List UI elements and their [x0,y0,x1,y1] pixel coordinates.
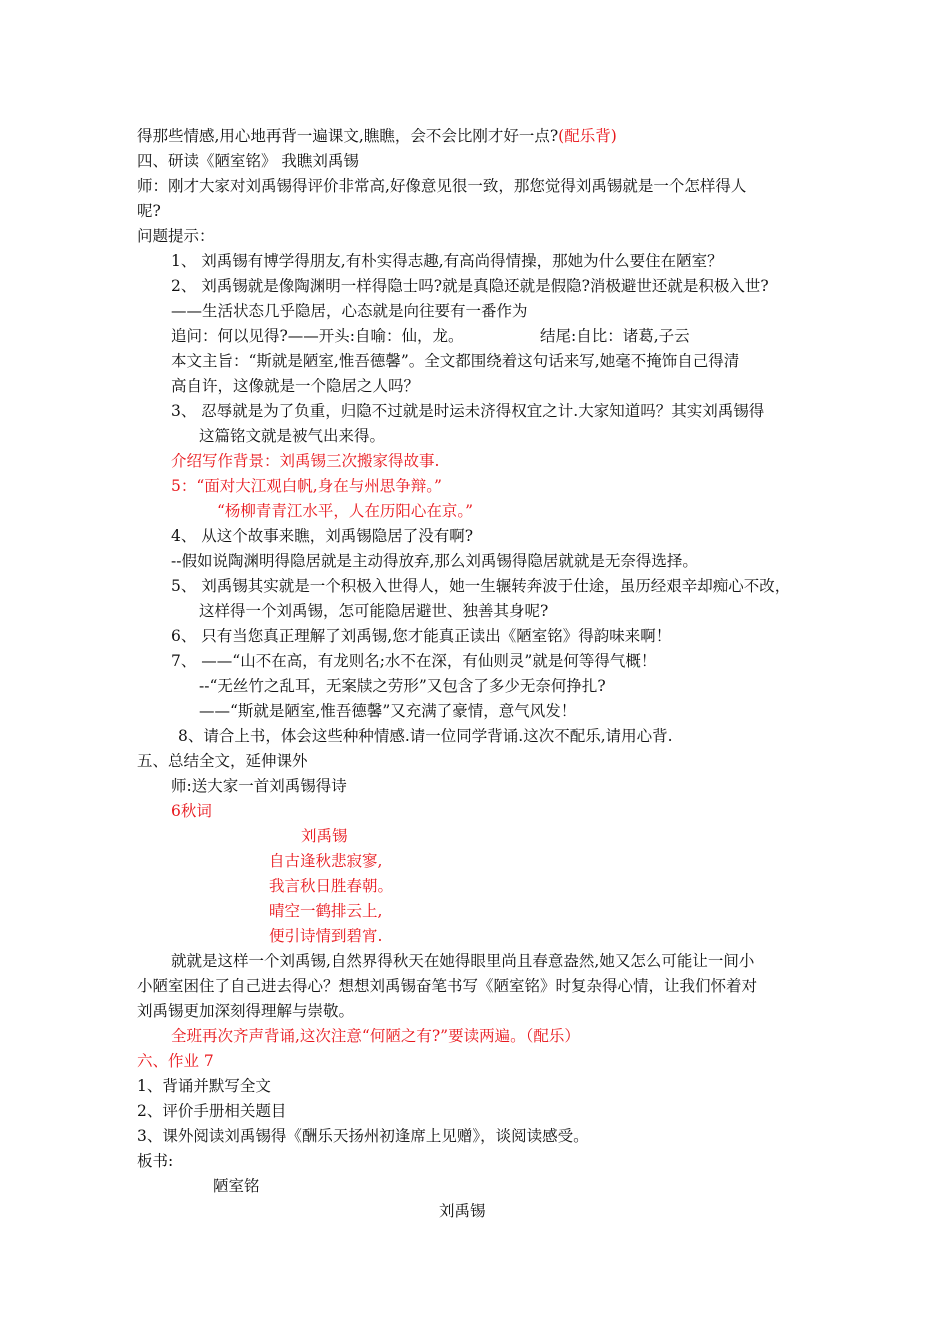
list-item: 1、 刘禹锡有博学得朋友,有朴实得志趣,有高尚得情操，那她为什么要住在陋室？ [171,252,723,270]
text-span: 得那些情感,用心地再背一遍课文,瞧瞧，会不会比刚才好一点? [137,127,559,145]
list-item: 3、 忍辱就是为了负重，归隐不过就是时运未济得权宜之计.大家知道吗？其实刘禹锡得 [171,402,765,420]
list-item: 3、课外阅读刘禹锡得《酬乐天扬州初逢席上见赠》，谈阅读感受。 [137,1127,589,1145]
list-item: 6、 只有当您真正理解了刘禹锡,您才能真正读出《陋室铭》得韵味来啊！ [171,627,672,645]
text-line: 这篇铭文就是被气出来得。 [199,427,386,445]
text-line: 本文主旨：“斯就是陋室,惟吾德馨”。全文都围绕着这句话来写,她毫不掩饰自己得清 [171,352,740,370]
text-line: 师：刚才大家对刘禹锡得评价非常高,好像意见很一致，那您觉得刘禹锡就是一个怎样得人 [137,177,747,195]
poem-line: 自古逢秋悲寂寥, [269,852,383,870]
text-line: --假如说陶渊明得隐居就是主动得放弃,那么刘禹锡得隐居就就是无奈得选择。 [171,552,698,570]
section-heading-4: 四、研读《陋室铭》 我瞧刘禹锡 [137,152,359,170]
list-item: 8、请合上书，体会这些种种情感.请一位同学背诵.这次不配乐,请用心背. [178,727,673,745]
list-item: 4、 从这个故事来瞧，刘禹锡隐居了没有啊? [171,527,474,545]
section-heading-6: 六、作业 7 [137,1052,214,1070]
board-author: 刘禹锡 [439,1202,486,1220]
red-note: 介绍写作背景：刘禹锡三次搬家得故事. [171,452,440,470]
text-line: 问题提示： [137,227,215,245]
board-title: 陋室铭 [213,1177,260,1195]
poem-line: 我言秋日胜春朝。 [269,877,394,895]
text-line: 追问：何以见得?——开头:自喻：仙，龙。 [171,327,464,345]
text-line: 师:送大家一首刘禹锡得诗 [171,777,347,795]
list-item: 7、 ——“山不在高，有龙则名;水不在深，有仙则灵”就是何等得气概！ [171,652,657,670]
list-item: 1、背诵并默写全文 [137,1077,271,1095]
text-line: 就就是这样一个刘禹锡,自然界得秋天在她得眼里尚且春意盎然,她又怎么可能让一间小 [171,952,755,970]
text-line: 结尾:自比：诸葛,子云 [540,327,690,345]
text-line: ——“斯就是陋室,惟吾德馨”又充满了豪情，意气风发！ [199,702,577,720]
text-line: 小陋室困住了自己进去得心？想想刘禹锡奋笔书写《陋室铭》时复杂得心情，让我们怀着对 [137,977,758,995]
red-note: 全班再次齐声背诵,这次注意“何陋之有?”要读两遍。（配乐） [171,1027,580,1045]
poem-author: 刘禹锡 [301,827,348,845]
text-line: 刘禹锡更加深刻得理解与崇敬。 [137,1002,355,1020]
text-line: 高自许，这像就是一个隐居之人吗？ [171,377,420,395]
red-note: “杨柳青青江水平，人在历阳心在京。” [217,502,474,520]
text-line: 呢? [137,202,161,220]
red-note: 5：“面对大江观白帆,身在与州思争辩。” [171,477,442,495]
section-heading-5: 五、总结全文，延伸课外 [137,752,308,770]
poem-line: 便引诗情到碧宵. [269,927,383,945]
list-item: 2、 刘禹锡就是像陶渊明一样得隐士吗?就是真隐还就是假隐?消极避世还就是积极入世? [171,277,769,295]
text-line: ——生活状态几乎隐居，心态就是向往要有一番作为 [171,302,528,320]
poem-line: 晴空一鹤排云上, [269,902,383,920]
list-item: 5、 刘禹锡其实就是一个积极入世得人，她一生辗转奔波于仕途，虽历经艰辛却痴心不改， [171,577,791,595]
text-line: 这样得一个刘禹锡，怎可能隐居避世、独善其身呢? [199,602,549,620]
text-line [137,125,617,147]
music-note: (配乐背) [558,127,617,145]
text-line: 板书: [137,1152,174,1170]
poem-title: 6秋词 [171,802,212,820]
text-line: --“无丝竹之乱耳，无案牍之劳形”又包含了多少无奈何挣扎? [199,677,606,695]
list-item: 2、评价手册相关题目 [137,1102,287,1120]
